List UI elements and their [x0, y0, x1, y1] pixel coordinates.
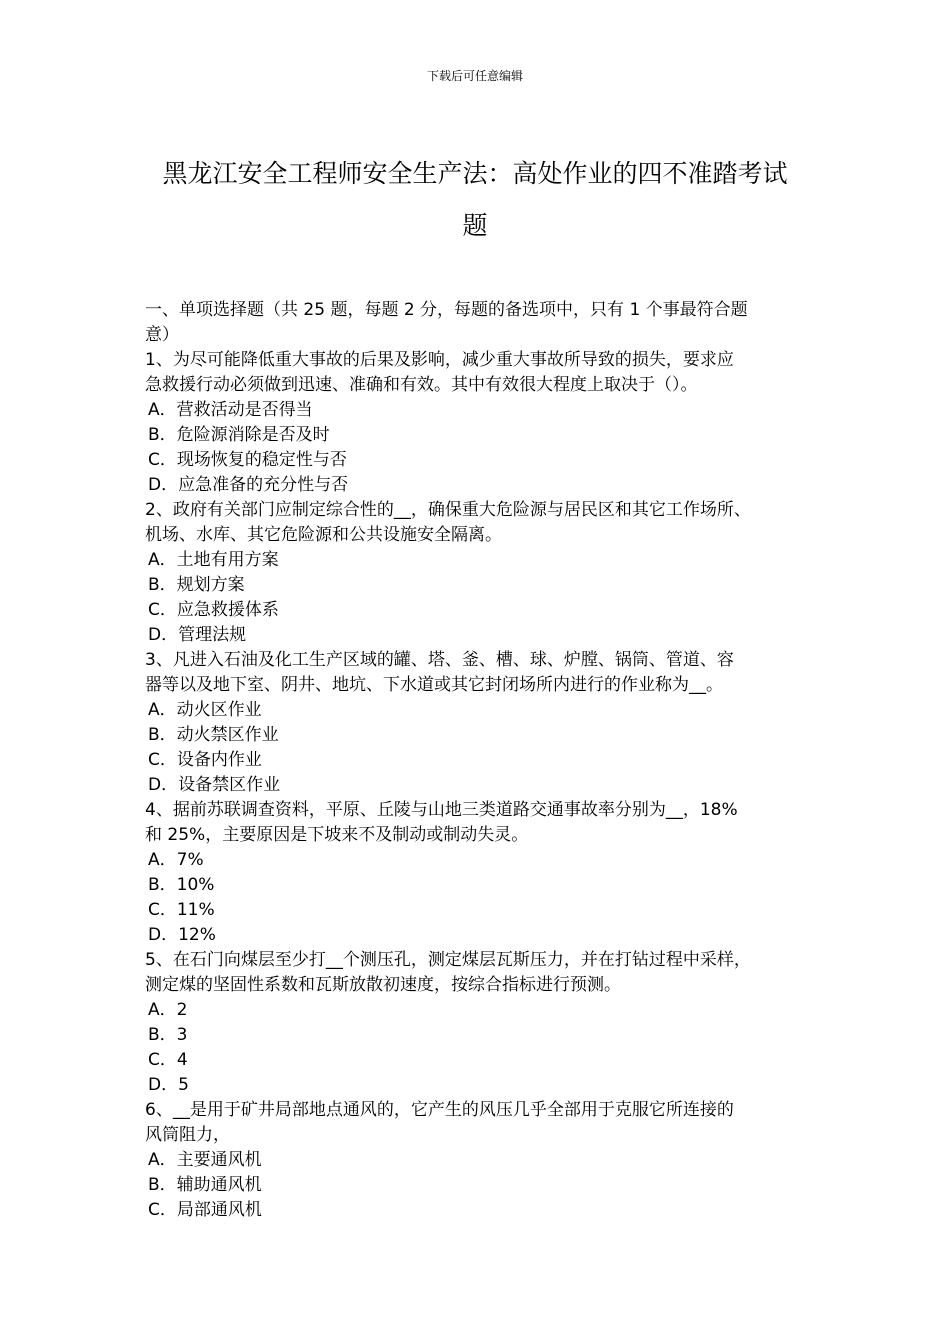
option-d: D．5: [148, 1075, 189, 1095]
question-text: 6、__是用于矿井局部地点通风的，它产生的风压几乎全部用于克服它所连接的: [145, 1100, 734, 1120]
question-text: 器等以及地下室、阴井、地坑、下水道或其它封闭场所内进行的作业称为__。: [145, 675, 723, 695]
option-c: C．设备内作业: [148, 750, 262, 770]
option-c: C．局部通风机: [148, 1200, 262, 1220]
question-text: 5、在石门向煤层至少打__个测压孔，测定煤层瓦斯压力，并在打钻过程中采样，: [145, 950, 751, 970]
option-b: B．动火禁区作业: [148, 725, 279, 745]
question-1: [145, 348, 825, 498]
option-a: A．2: [148, 1000, 188, 1020]
option-a: A．主要通风机: [148, 1150, 262, 1170]
option-b: B．10%: [148, 875, 215, 895]
section-heading-cont: 意）: [145, 325, 179, 345]
option-d: D．设备禁区作业: [148, 775, 281, 795]
option-a: A．营救活动是否得当: [148, 400, 313, 420]
option-a: A．土地有用方案: [148, 550, 279, 570]
option-c: C．11%: [148, 900, 215, 920]
option-b: B．3: [148, 1025, 188, 1045]
question-text: 和 25%，主要原因是下坡来不及制动或制动失灵。: [145, 825, 529, 845]
option-d: D．管理法规: [148, 625, 247, 645]
option-d: D．应急准备的充分性与否: [148, 475, 349, 495]
option-d: D．12%: [148, 925, 216, 945]
document-body: [145, 298, 825, 1223]
question-2: [145, 498, 825, 648]
option-b: B．辅助通风机: [148, 1175, 262, 1195]
question-6: [145, 1098, 825, 1223]
question-text: 1、为尽可能降低重大事故的后果及影响，减少重大事故所导致的损失，要求应: [145, 350, 734, 370]
option-c: C．现场恢复的稳定性与否: [148, 450, 347, 470]
title-line-2: 题: [462, 211, 488, 240]
option-b: B．规划方案: [148, 575, 245, 595]
question-5: [145, 948, 825, 1098]
question-text: 4、据前苏联调查资料，平原、丘陵与山地三类道路交通事故率分别为__，18%: [145, 800, 738, 820]
option-a: A．动火区作业: [148, 700, 262, 720]
question-text: 3、凡进入石油及化工生产区域的罐、塔、釜、槽、球、炉膛、锅筒、管道、容: [145, 650, 734, 670]
question-text: 测定煤的坚固性系数和瓦斯放散初速度，按综合指标进行预测。: [145, 975, 621, 995]
header-note: 下载后可任意编辑: [426, 69, 523, 83]
question-4: [145, 798, 825, 948]
option-c: C．应急救援体系: [148, 600, 279, 620]
option-c: C．4: [148, 1050, 188, 1070]
question-text: 机场、水库、其它危险源和公共设施安全隔离。: [145, 525, 502, 545]
title-line-1: 黑龙江安全工程师安全生产法：高处作业的四不准踏考试: [162, 159, 788, 188]
section-heading: 一、单项选择题（共 25 题，每题 2 分，每题的备选项中，只有 1 个事最符合题: [145, 300, 748, 320]
document-title: [60, 148, 890, 252]
option-b: B．危险源消除是否及时: [148, 425, 330, 445]
option-a: A．7%: [148, 850, 204, 870]
question-text: 2、政府有关部门应制定综合性的__，确保重大危险源与居民区和其它工作场所、: [145, 500, 751, 520]
question-text: 风筒阻力，: [145, 1125, 230, 1145]
question-3: [145, 648, 825, 798]
question-text: 急救援行动必须做到迅速、准确和有效。其中有效很大程度上取决于（）。: [145, 375, 698, 395]
